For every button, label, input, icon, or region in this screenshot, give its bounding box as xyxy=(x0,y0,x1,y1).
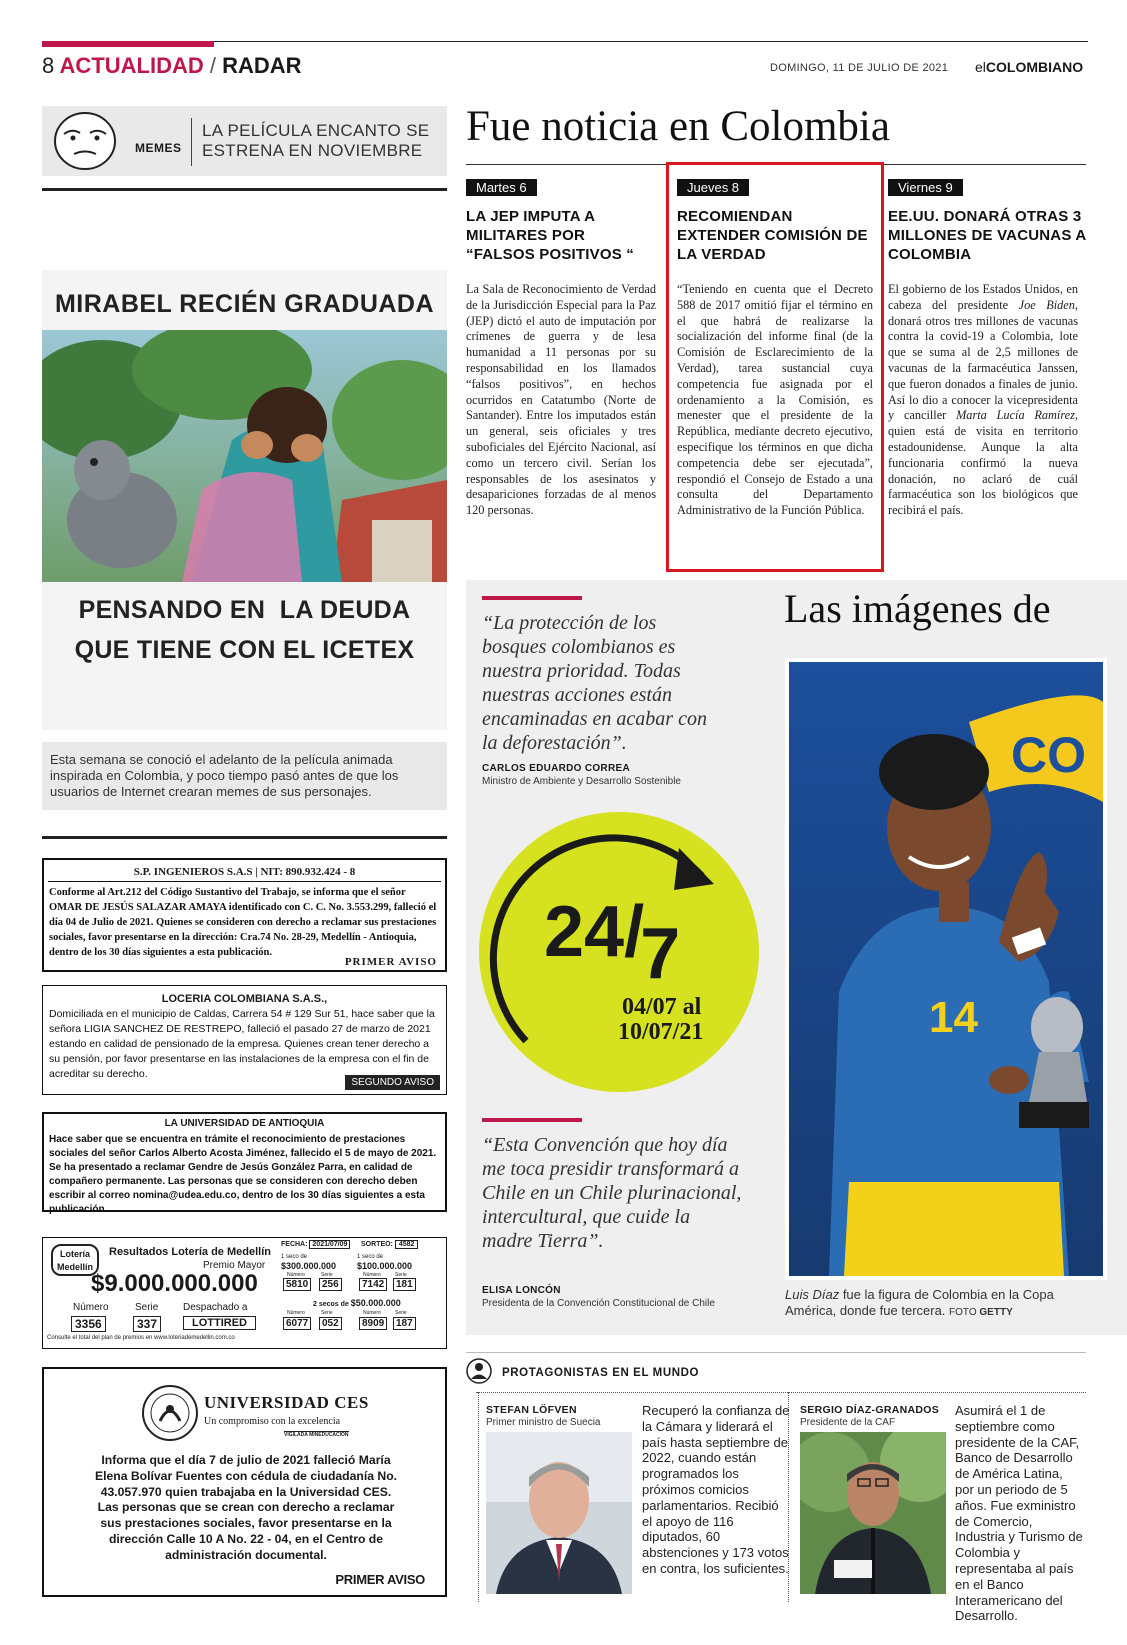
lottery-seco3b-lbl-num: Número xyxy=(363,1310,381,1316)
lottery-seco3 xyxy=(313,1298,401,1308)
protagonists-dotted-v1 xyxy=(478,1392,479,1602)
protagonists-title: PROTAGONISTAS EN EL MUNDO xyxy=(502,1367,700,1379)
ces-tag: PRIMER AVISO xyxy=(335,1572,425,1587)
lottery-seco3b-num: 8909 xyxy=(359,1317,387,1330)
lottery-seco2-num: 7142 xyxy=(359,1278,387,1291)
news-body-vacunas-2: , donará otros tres millones de vacunas contra la covid-19 a Colombia, lote que se suma al de 2,5 millones de vacunas de la farmacéutica Janssen, que fueron donados a finales de junio. Así lo dio a conocer la vicepresidenta y canciller xyxy=(888,297,1078,423)
meme-bottom-text xyxy=(42,590,447,670)
meme-bottom-line-2: QUE TIENE CON EL ICETEX xyxy=(74,636,415,664)
meme-image xyxy=(42,330,447,582)
notice-title: LOCERIA COLOMBIANA S.A.S., xyxy=(161,993,328,1005)
badge-main-text: 24/7 xyxy=(544,892,681,994)
lottery-seco3-amount: $50.000.000 xyxy=(350,1298,401,1308)
ces-name: UNIVERSIDAD CES xyxy=(204,1393,369,1412)
lottery-seco2-amount: $100.000.000 xyxy=(357,1261,413,1271)
protagonist-body-diaz-granados: Asumirá el 1 de septiembre como presidente de la CAF, Banco de Desarrollo de América Latina, por un periodo de 5 años. Fue exministro de Comercio, Industria y Turismo de Colombia y representaba al país en el Banco Interamericano del Desarrollo. xyxy=(955,1403,1083,1624)
header-accent-bar xyxy=(42,41,214,47)
section-header xyxy=(42,53,302,79)
protagonist-name-diaz-granados: SERGIO DÍAZ-GRANADOS xyxy=(800,1404,940,1416)
notice-sp-ingenieros xyxy=(42,858,447,972)
lottery-prize-label: Premio Mayor xyxy=(203,1260,266,1271)
subsection-name: RADAR xyxy=(222,53,302,78)
notice-tag: PRIMER AVISO xyxy=(344,956,437,968)
meme-top-text: MIRABEL RECIÉN GRADUADA xyxy=(54,290,435,318)
page-title: Fue noticia en Colombia xyxy=(466,103,890,150)
lottery-despachado: LOTTIRED xyxy=(183,1316,256,1330)
news-body-vacunas-em2: Marta Lucía Ramírez xyxy=(956,408,1075,423)
protagonist-role-diaz-granados: Presidente de la CAF xyxy=(800,1417,896,1428)
ces-body: Informa que el día 7 de julio de 2021 falleció María Elena Bolívar Fuentes con cédula de ciudadanía No. 43.057.970 quien trabajaba en la Universidad CES. Las personas que se crean con derecho a reclamar sus prestaciones sociales, favor presentarse en la dirección Calle 10 A No. 22 - 04, en el Centro de administración documental. xyxy=(94,1453,398,1562)
lottery-seco3b-lbl-serie: Serie xyxy=(395,1310,407,1316)
meme-caption: Esta semana se conoció el adelanto de la película animada inspirada en Colombia, y poco tiempo pasó antes de que los usuarios de Internet crearan memes de sus personajes. xyxy=(50,752,399,799)
brand-name: COLOMBIANO xyxy=(985,59,1084,75)
badge-date-2: 10/07/21 xyxy=(618,1019,704,1045)
caption-name: Luis Díaz xyxy=(785,1287,840,1302)
section-name: ACTUALIDAD xyxy=(59,53,204,78)
photo-caption xyxy=(785,1287,1105,1321)
quote-loncon: “Esta Convención que hoy día me toca presidir transformará a Chile en un Chile plurinacional, intercultural, que cuide la madre Tierra”. xyxy=(482,1134,742,1252)
lottery-results xyxy=(42,1237,447,1349)
newspaper-brand xyxy=(975,59,1083,75)
lottery-footer: Consulte el total del plan de premios en www.loteriademedellin.com.co xyxy=(47,1335,235,1341)
lottery-seco1-lbl-serie: Serie xyxy=(321,1272,333,1278)
lottery-seco3a-lbl-num: Número xyxy=(287,1310,305,1316)
notice-title: S.P. INGENIEROS S.A.S | NIT: 890.932.424 - 8 xyxy=(48,866,441,882)
lottery-prize: $9.000.000.000 xyxy=(91,1270,258,1297)
notice-body: Domiciliada en el municipio de Caldas, Carrera 54 # 129 Sur 51, hace saber que la señora LIGIA SANCHEZ DE RESTREPO, falleció el pasado 27 de marzo de 2021 estando en calidad de pensionado de la empresa. Quienes crean tener derecho a su pensión, por favor presentarse en las instalaciones de la empresa con el fin de acreditar su derecho. xyxy=(49,1008,435,1080)
lottery-fecha xyxy=(281,1241,350,1248)
badge-date-1: 04/07 al xyxy=(622,994,702,1020)
ces-slogan: Un compromiso con la excelencia xyxy=(204,1416,341,1427)
lottery-col-despachado: Despachado a xyxy=(183,1302,248,1313)
protagonists-rule xyxy=(466,1352,1086,1353)
section-separator: / xyxy=(209,53,216,78)
news-body-comision: “Teniendo en cuenta que el Decreto 588 de 2017 omitió fijar el término en el que habrá de realizarse la socialización del informe final (de la Comisión de Esclarecimiento de la Verdad), tarea sustancial cuya competencia fue asignada por el ordenamiento a la Comisión, es menester que el presidente de la República, mediante decreto ejecutivo, especifique los términos en que dicha competencia debe ser ejecutada”, respondió el Consejo de Estado a una consulta del Departamento Administrativo de la Función Pública. xyxy=(677,282,873,518)
lottery-seco2-label: 1 seco de xyxy=(357,1254,384,1260)
lottery-fecha-value: 2021/07/09 xyxy=(309,1240,350,1249)
news-body-vacunas-3: , quien está de visita en territorio estadounidense. Aunque la alta funcionaria confirmó la nueva donación, no aclaró de cuál farmacéutica son los biológicos que recibirá el país. xyxy=(888,408,1079,518)
protagonist-role-lofven: Primer ministro de Suecia xyxy=(486,1417,601,1428)
protagonist-name-lofven: STEFAN LÖFVEN xyxy=(486,1404,577,1416)
meme-bottom-line-1: PENSANDO EN LA DEUDA xyxy=(78,596,411,624)
person-icon xyxy=(466,1358,492,1384)
lottery-fecha-label: FECHA: xyxy=(281,1241,308,1248)
quote-correa-name: CARLOS EDUARDO CORREA xyxy=(482,763,630,774)
news-headline-comision: RECOMIENDAN EXTENDER COMISIÓN DE LA VERDAD xyxy=(677,208,868,263)
notice-loceria xyxy=(42,985,447,1095)
lottery-seco1-num: 5810 xyxy=(283,1278,311,1291)
news-body-jep: La Sala de Reconocimiento de Verdad de la Jurisdicción Especial para la Paz (JEP) dictó el auto de imputación por crímenes de guerra y de lesa humanidad a 11 personas por su responsabilidad en los llamados “falsos positivos”, en hechos ocurridos en Catatumbo (Norte de Santander). Entre los imputados están un general, seis oficiales y tres suboficiales del Ejército Nacional, así como un tercero civil. Serían los responsables de los asesinatos y desapariciones forzadas de al menos 120 personas. xyxy=(466,282,656,518)
quote-loncon-role: Presidenta de la Convención Constitucional de Chile xyxy=(482,1298,715,1309)
page-number: 8 xyxy=(42,53,55,78)
banner-text: CO xyxy=(1011,727,1086,783)
weekly-badge-24-7 xyxy=(474,806,764,1098)
jersey-number: 14 xyxy=(929,993,978,1042)
notice-universidad-ces xyxy=(42,1367,447,1597)
brand-prefix: el xyxy=(975,59,986,75)
memes-divider xyxy=(191,118,192,166)
lottery-logo-top: Lotería xyxy=(59,1249,90,1259)
lottery-seco1-label: 1 seco de xyxy=(281,1254,308,1260)
news-body-vacunas xyxy=(888,282,1078,519)
day-tag-jueves: Jueves 8 xyxy=(677,179,749,196)
quote-correa-role: Ministro de Ambiente y Desarrollo Sostenible xyxy=(482,776,681,787)
lottery-seco3a-lbl-serie: Serie xyxy=(321,1310,333,1316)
left-column-rule xyxy=(42,836,447,839)
lottery-seco3a-num: 6077 xyxy=(283,1317,311,1330)
caption-text: fue la figura de Colombia en la Copa América, donde fue tercera. xyxy=(785,1287,1054,1318)
protagonists-dotted-line xyxy=(476,1392,1086,1393)
news-headline-jep: LA JEP IMPUTA A MILITARES POR “FALSOS POSITIVOS “ xyxy=(466,208,634,263)
edition-date: DOMINGO, 11 DE JULIO DE 2021 xyxy=(770,62,949,74)
lottery-serie: 337 xyxy=(133,1316,161,1332)
images-title: Las imágenes de xyxy=(784,586,1051,631)
memes-title: LA PELÍCULA ENCANTO SE ESTRENA EN NOVIEMBRE xyxy=(202,121,430,160)
photo-sergio-diaz-granados xyxy=(800,1432,946,1594)
day-tag-viernes: Viernes 9 xyxy=(888,179,963,196)
day-tag-martes: Martes 6 xyxy=(466,179,537,196)
notice-body: Conforme al Art.212 del Código Sustantivo del Trabajo, se informa que el señor OMAR DE JESÚS SALAZAR AMAYA identificado con C. C. No. 3.553.299, falleció el día 04 de Julio de 2021. Quienes se consideren con derecho a reclamar sus prestaciones sociales, favor presentarse en la dirección: Cra.74 No. 28-29, Medellín - Antioquia, dentro de los 30 días siguientes a esta publicación. xyxy=(49,887,437,958)
caption-credit: GETTY xyxy=(979,1307,1013,1318)
lottery-sorteo-label: SORTEO: xyxy=(361,1241,393,1248)
meme-face-icon xyxy=(50,108,120,174)
notice-udea xyxy=(42,1112,447,1215)
photo-stefan-lofven xyxy=(486,1432,632,1594)
lottery-seco3a-serie: 052 xyxy=(319,1317,342,1330)
lottery-seco1-amount: $300.000.000 xyxy=(281,1261,337,1271)
news-body-vacunas-1: El gobierno de los Estados Unidos, en cabeza del presidente xyxy=(888,282,1078,312)
lottery-logo-bottom: Medellín xyxy=(56,1262,93,1272)
lottery-seco1-serie: 256 xyxy=(319,1278,342,1291)
news-headline-vacunas: EE.UU. DONARÁ OTRAS 3 MILLONES DE VACUNAS A COLOMBIA xyxy=(888,208,1086,263)
quote-loncon-name: ELISA LONCÓN xyxy=(482,1285,561,1296)
lottery-seco1-lbl-num: Número xyxy=(287,1272,305,1278)
quote-bar-1 xyxy=(482,596,582,600)
ces-seal-icon xyxy=(140,1383,200,1443)
memes-label: MEMES xyxy=(135,141,182,155)
lottery-seco2-serie: 181 xyxy=(393,1278,416,1291)
lottery-col-serie: Serie xyxy=(135,1302,159,1313)
lottery-numero: 3356 xyxy=(71,1316,106,1332)
lottery-title: Resultados Lotería de Medellín xyxy=(109,1246,271,1258)
lottery-seco2-lbl-serie: Serie xyxy=(395,1272,407,1278)
caption-foto: FOTO xyxy=(949,1307,980,1318)
lottery-seco2-lbl-num: Número xyxy=(363,1272,381,1278)
lottery-col-numero: Número xyxy=(73,1302,109,1313)
news-body-vacunas-em1: Joe Biden xyxy=(1018,297,1075,312)
lottery-sorteo xyxy=(361,1241,418,1248)
lottery-seco3b-serie: 187 xyxy=(393,1317,416,1330)
quote-correa: “La protección de los bosques colombianos es nuestra prioridad. Todas nuestras acciones están encaminadas en acabar con la deforestación”. xyxy=(482,612,707,754)
quote-bar-2 xyxy=(482,1118,582,1122)
protagonist-body-lofven: Recuperó la confianza de la Cámara y liderará el país hasta septiembre de 2022, cuando están programados los próximos comicios parlamentarios. Recibió el apoyo de 116 diputados, 60 abstenciones y 173 votos en contra, los suficientes. xyxy=(642,1403,790,1576)
memes-rule xyxy=(42,188,447,191)
photo-luis-diaz xyxy=(785,658,1107,1280)
lottery-sorteo-value: 4582 xyxy=(395,1240,419,1249)
notice-body: Hace saber que se encuentra en trámite el reconocimiento de prestaciones sociales del señor Carlos Alberto Acosta Jiménez, fallecido el 5 de mayo de 2021. Se ha presentado a reclamar Gendre de Jesús González Parra, en calidad de compañero permanente. Las personas que se consideren con derecho deben escribir al correo nomina@udea.edu.co, dentro de los 30 días siguientes a esta publicación. xyxy=(49,1134,437,1215)
notice-tag: SEGUNDO AVISO xyxy=(345,1075,440,1090)
notice-title: LA UNIVERSIDAD DE ANTIOQUIA xyxy=(164,1118,325,1129)
ces-sub: VIGILADA MINEDUCACIÓN xyxy=(284,1432,349,1438)
lottery-seco3-label: 2 secos de xyxy=(313,1301,349,1308)
